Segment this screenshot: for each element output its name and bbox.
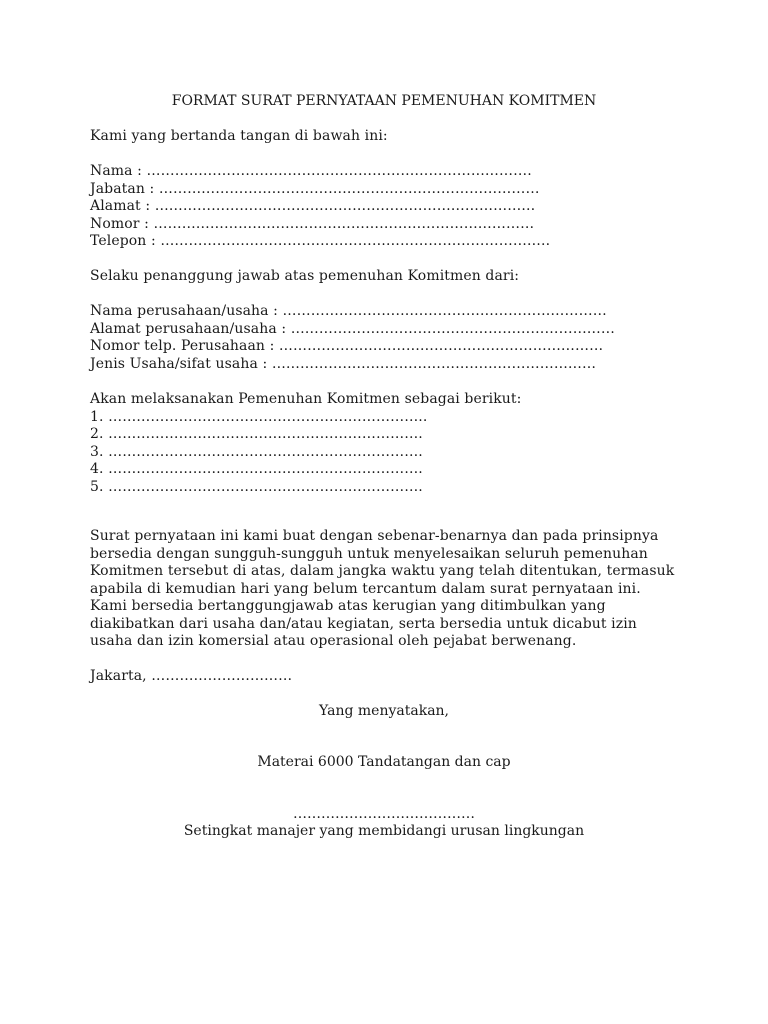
field-nama-perusahaan: Nama perusahaan/usaha : ……………………………………………………………: [90, 303, 607, 319]
intro-line: Kami yang bertanda tangan di bawah ini:: [90, 128, 388, 144]
statement-line: Komitmen tersebut di atas, dalam jangka waktu yang telah ditentukan, termasuk: [90, 563, 675, 579]
signatory-role: Setingkat manajer yang membidangi urusan lingkungan: [183, 823, 585, 839]
statement-line: Kami bersedia bertanggungjawab atas kerugian yang ditimbulkan yang: [90, 598, 606, 614]
document-title: FORMAT SURAT PERNYATAAN PEMENUHAN KOMITMEN: [171, 93, 597, 109]
commitment-intro: Akan melaksanakan Pemenuhan Komitmen sebagai berikut:: [90, 391, 522, 407]
field-alamat-perusahaan: Alamat perusahaan/usaha : ……………………………………………………………: [90, 320, 615, 337]
statement-line: diakibatkan dari usaha dan/atau kegiatan, serta bersedia untuk dicabut izin: [90, 615, 637, 632]
place-date: Jakarta, …………………………: [90, 668, 293, 684]
field-telepon: Telepon : ………………………………………………………………………..: [90, 233, 551, 249]
statement-line: bersedia dengan sungguh-sungguh untuk menyelesaikan seluruh pemenuhan: [90, 545, 648, 562]
statement-line: usaha dan izin komersial atau operasional oleh pejabat berwenang.: [90, 633, 577, 649]
list-item: 3. ………………………………………………………….: [90, 443, 423, 460]
declarant-label: Yang menyatakan,: [318, 703, 450, 719]
list-item: 5. ………………………………………………………….: [90, 478, 423, 495]
statement-line: apabila di kemudian hari yang belum tercantum dalam surat pernyataan ini.: [90, 580, 641, 597]
list-item: 4. ………………………………………………………….: [90, 461, 423, 477]
field-nomor-telp-perusahaan: Nomor telp. Perusahaan : ……………………………………………………………: [90, 338, 604, 354]
signature-line: …………………………………: [293, 806, 475, 822]
responsible-line: Selaku penanggung jawab atas pemenuhan Komitmen dari:: [90, 268, 520, 284]
field-alamat: Alamat : ………………………………………………………………………: [90, 198, 536, 214]
field-jenis-usaha: Jenis Usaha/sifat usaha : ……………………………………………………………: [90, 355, 597, 372]
field-jabatan: Jabatan : ………………………………………………………………………: [90, 180, 540, 197]
field-nomor: Nomor : ………………………………………………………………………: [90, 215, 535, 232]
field-nama: Nama : ……………………………………………………………………….: [90, 163, 532, 179]
statement-line: Surat pernyataan ini kami buat dengan sebenar-benarnya dan pada prinsipnya: [90, 528, 659, 544]
list-item: 1. …………………………………………………………..: [90, 408, 428, 425]
list-item: 2. ………………………………………………………….: [90, 426, 423, 442]
seal-note: Materai 6000 Tandatangan dan cap: [257, 754, 511, 770]
